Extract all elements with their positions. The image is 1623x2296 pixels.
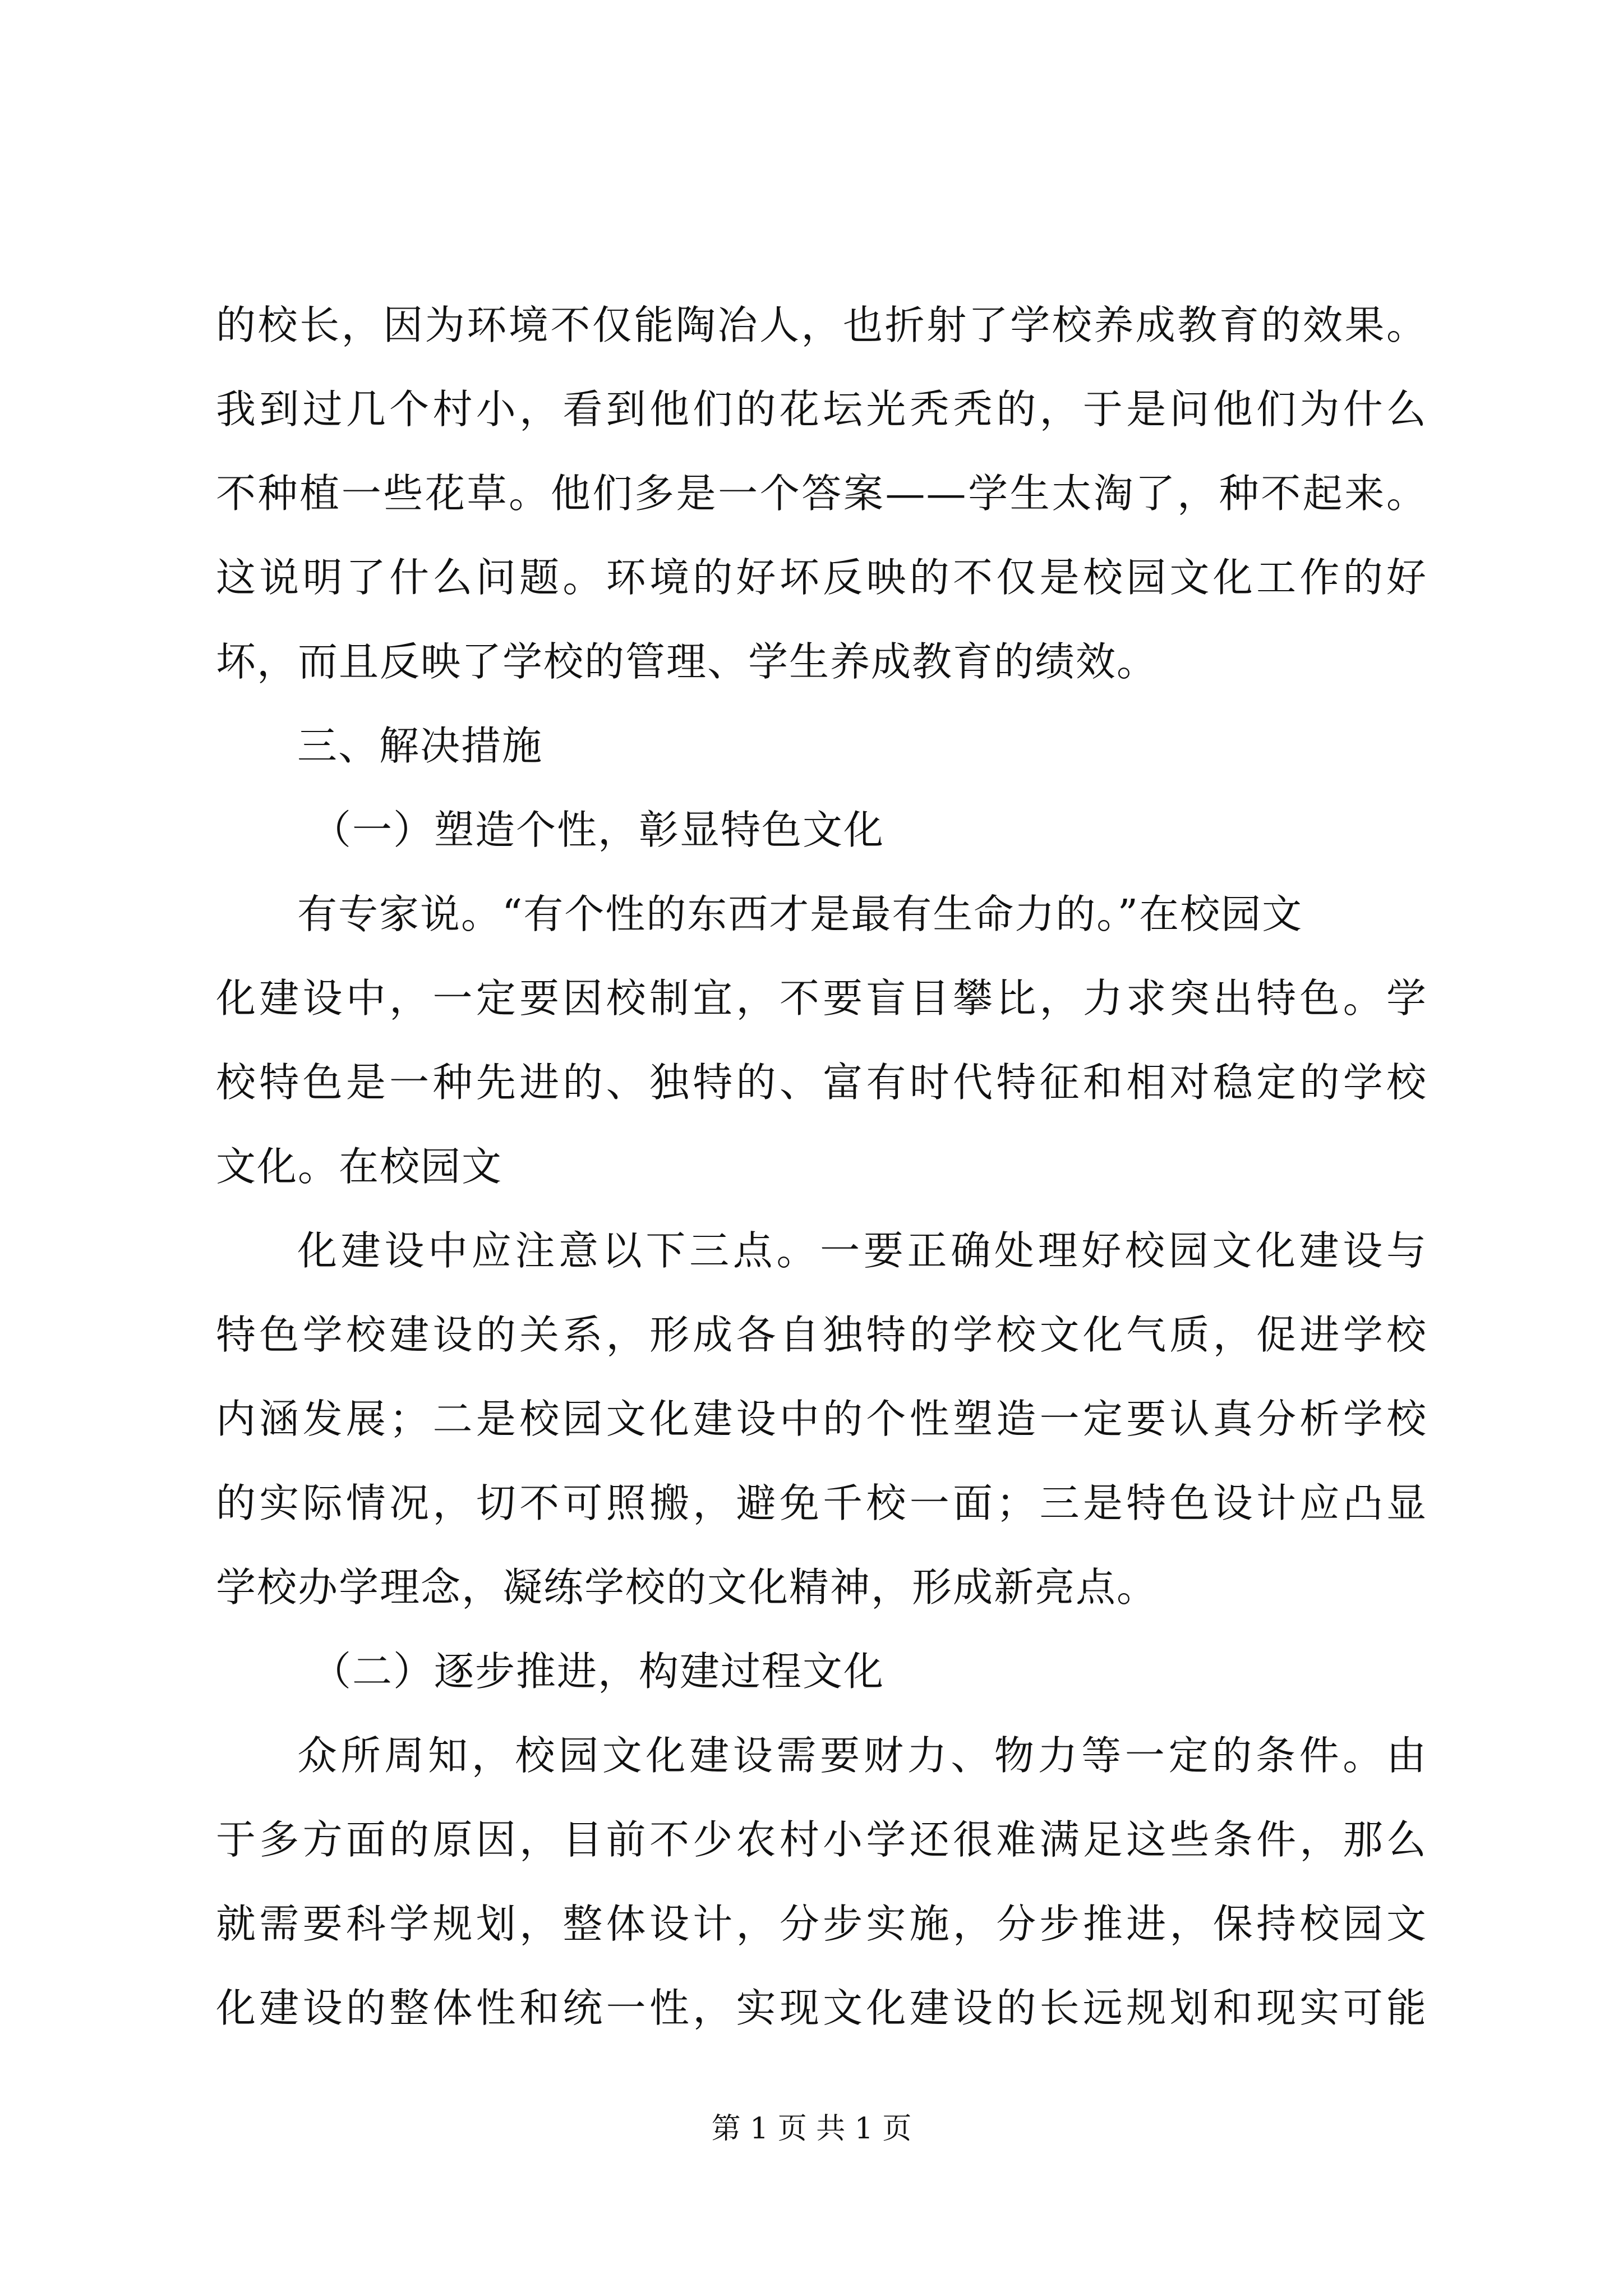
paragraph-line: 特色学校建设的关系，形成各自独特的学校文化气质，促进学校 (216, 1312, 1427, 1358)
paragraph-line: 的实际情况，切不可照搬，避免千校一面；三是特色设计应凸显 (216, 1480, 1427, 1526)
paragraph-line: 的校长，因为环境不仅能陶冶人，也折射了学校养成教育的效果。 (216, 302, 1427, 348)
paragraph-line: 学校办学理念，凝练学校的文化精神，形成新亮点。 (216, 1564, 1158, 1611)
subsection-heading: （二）逐步推进，构建过程文化 (311, 1648, 885, 1695)
subsection-heading: （一）塑造个性，彰显特色文化 (311, 807, 885, 853)
paragraph-line: 于多方面的原因，目前不少农村小学还很难满足这些条件，那么 (216, 1816, 1427, 1863)
paragraph-line: 化建设的整体性和统一性，实现文化建设的长远规划和现实可能 (216, 1985, 1427, 2031)
paragraph-line: 有专家说。“有个性的东西才是最有生命力的。”在校园文 (297, 891, 1303, 937)
paragraph-line: 就需要科学规划，整体设计，分步实施，分步推进，保持校园文 (216, 1901, 1427, 1947)
paragraph-line: 校特色是一种先进的、独特的、富有时代特征和相对稳定的学校 (216, 1059, 1427, 1106)
paragraph-line: 不种植一些花草。他们多是一个答案——学生太淘了，种不起来。 (216, 470, 1427, 517)
page-number-footer: 第 1 页 共 1 页 (711, 2112, 912, 2146)
paragraph-line: 内涵发展；二是校园文化建设中的个性塑造一定要认真分析学校 (216, 1396, 1427, 1442)
paragraph-line: 文化。在校园文 (216, 1143, 503, 1190)
paragraph-line: 化建设中，一定要因校制宜，不要盲目攀比，力求突出特色。学 (216, 975, 1427, 1022)
paragraph-line: 坏，而且反映了学校的管理、学生养成教育的绩效。 (216, 638, 1158, 685)
section-heading: 三、解决措施 (297, 723, 543, 769)
paragraph-line: 众所周知，校园文化建设需要财力、物力等一定的条件。由 (297, 1732, 1427, 1779)
paragraph-line: 我到过几个村小，看到他们的花坛光秃秃的，于是问他们为什么 (216, 386, 1427, 432)
paragraph-line: 这说明了什么问题。环境的好坏反映的不仅是校园文化工作的好 (216, 554, 1427, 601)
paragraph-line: 化建设中应注意以下三点。一要正确处理好校园文化建设与 (297, 1227, 1427, 1274)
